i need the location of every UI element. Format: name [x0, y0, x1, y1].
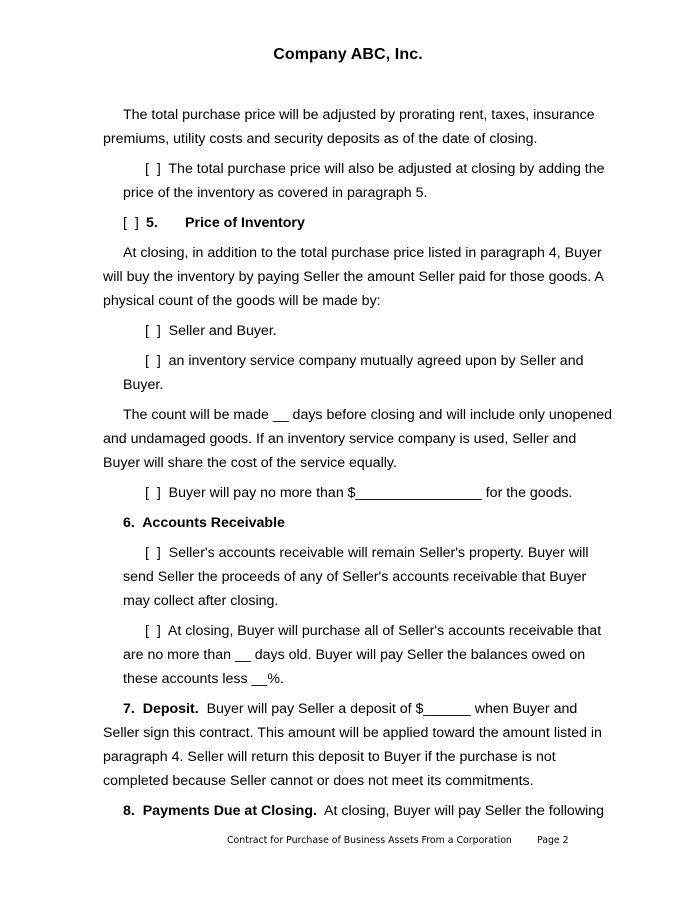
paragraph-inventory-line1: At closing, in addition to the total purchase price listed in paragraph 4, Buyer: [123, 245, 602, 261]
option-receivables-purchase-line1: [ ] At closing, Buyer will purchase all of Seller's accounts receivable that: [145, 623, 602, 639]
section-7-line3: paragraph 4. Seller will return this deposit to Buyer if the purchase is not: [103, 749, 556, 765]
option-inventory-adjustment-line2: price of the inventory as covered in paragraph 5.: [123, 185, 428, 201]
section-5-checkbox: [ ]: [123, 215, 139, 231]
section-7-line4: completed because Seller cannot or does not meet its commitments.: [103, 773, 534, 789]
paragraph-inventory-line2: will buy the inventory by paying Seller the amount Seller paid for those goods. A: [103, 269, 604, 285]
option-receivables-purchase-line2: are no more than __ days old. Buyer will pay Seller the balances owed on: [123, 647, 586, 663]
paragraph-proration-line1: The total purchase price will be adjusted by prorating rent, taxes, insurance: [123, 107, 595, 123]
section-8-heading: 8. Payments Due at Closing.: [123, 803, 317, 819]
section-7-line1-text: Buyer will pay Seller a deposit of $______ when Buyer and: [198, 701, 578, 717]
option-receivables-remain-line1: [ ] Seller's accounts receivable will remain Seller's property. Buyer will: [145, 545, 589, 561]
footer-page-number: Page 2: [537, 835, 569, 846]
section-7-heading: 7. Deposit.: [123, 701, 199, 717]
section-8-line1-text: At closing, Buyer will pay Seller the following: [316, 803, 604, 819]
footer-document-name: Contract for Purchase of Business Assets From a Corporation: [227, 835, 512, 846]
option-inventory-service-line2: Buyer.: [123, 377, 164, 393]
option-inventory-service-line1: [ ] an inventory service company mutually agreed upon by Seller and: [145, 353, 584, 369]
paragraph-proration-line2: premiums, utility costs and security deposits as of the date of closing.: [103, 131, 538, 147]
option-max-price: [ ] Buyer will pay no more than $________________ for the goods.: [145, 485, 573, 501]
option-receivables-remain-line3: may collect after closing.: [123, 593, 279, 609]
section-8-line1: [123, 800, 604, 824]
option-receivables-remain-line2: send Seller the proceeds of any of Seller's accounts receivable that Buyer: [123, 569, 587, 585]
section-5-number: 5.: [146, 215, 158, 231]
paragraph-inventory-line3: physical count of the goods will be made by:: [103, 293, 381, 309]
section-6-heading: 6. Accounts Receivable: [123, 515, 285, 531]
paragraph-count-line2: and undamaged goods. If an inventory service company is used, Seller and: [103, 431, 577, 447]
option-seller-and-buyer: [ ] Seller and Buyer.: [145, 323, 277, 339]
section-7-line1: [123, 698, 577, 722]
section-7-line2: Seller sign this contract. This amount will be applied toward the amount listed in: [103, 725, 602, 741]
page-title: Company ABC, Inc.: [273, 46, 423, 63]
option-receivables-purchase-line3: these accounts less __%.: [123, 671, 284, 687]
section-5-heading: Price of Inventory: [185, 215, 305, 231]
paragraph-count-line3: Buyer will share the cost of the service equally.: [103, 455, 397, 471]
option-inventory-adjustment-line1: [ ] The total purchase price will also be adjusted at closing by adding the: [145, 161, 605, 177]
paragraph-count-line1: The count will be made __ days before closing and will include only unopened: [123, 407, 612, 423]
